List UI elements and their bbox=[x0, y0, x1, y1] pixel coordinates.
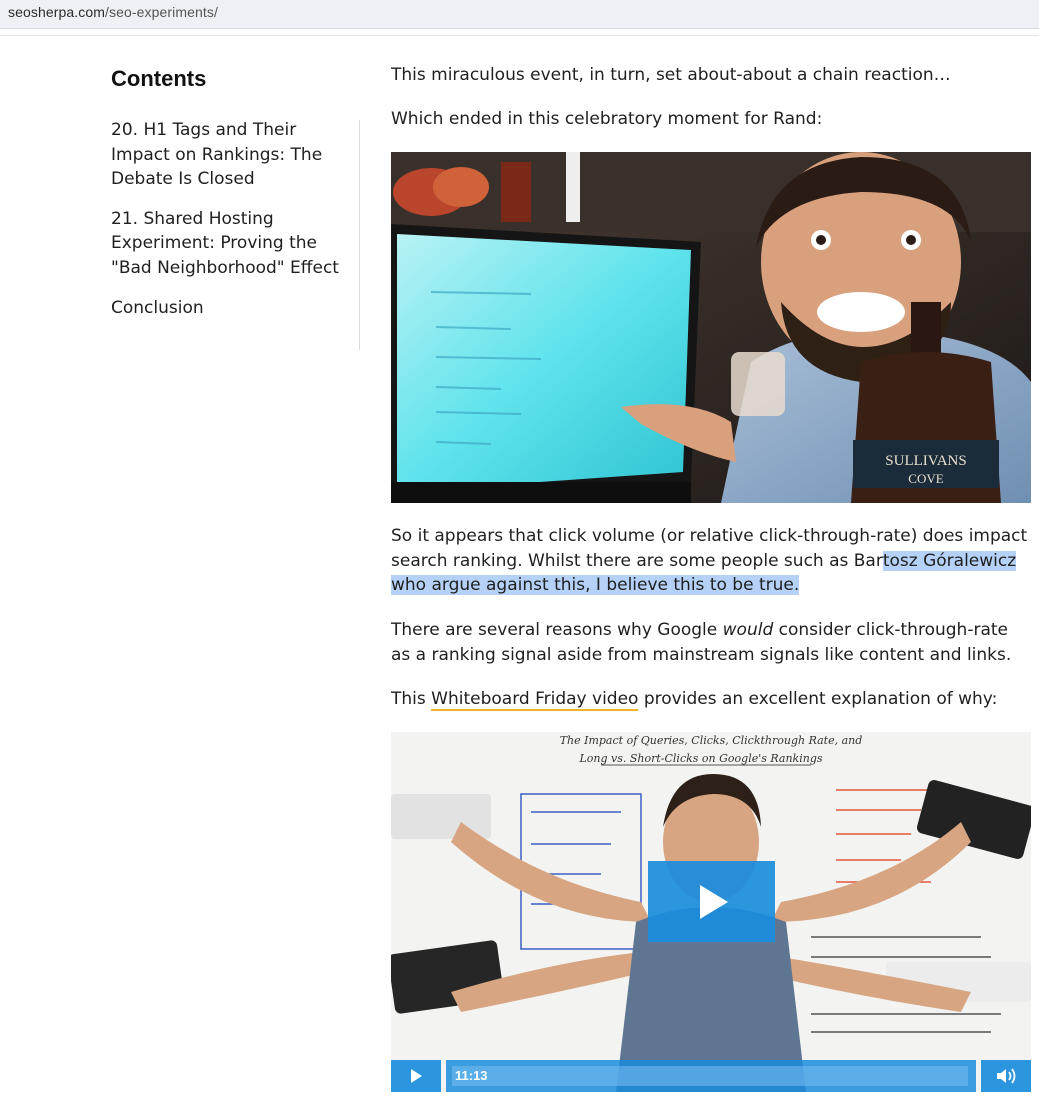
toc-item-shared-hosting[interactable]: 21. Shared Hosting Experiment: Proving the "Bad Neighborhood" Effect bbox=[111, 208, 339, 278]
video-player[interactable] bbox=[391, 732, 1031, 1092]
toc-title: Contents bbox=[111, 66, 207, 91]
toc-divider bbox=[359, 120, 360, 350]
url-domain: seosherpa.com bbox=[8, 4, 106, 20]
video-duration: 11:13 bbox=[455, 1068, 488, 1083]
bottle-label: SULLIVANS bbox=[885, 453, 967, 469]
whiteboard-title-line-1: The Impact of Queries, Clicks, Clickthrough Rate, and bbox=[559, 734, 863, 747]
paragraph-video-intro-text-a: This bbox=[391, 689, 432, 709]
control-play-button[interactable] bbox=[391, 1060, 441, 1092]
table-of-contents bbox=[111, 66, 351, 335]
selected-text: tosz Góralewicz who argue against this, I believe this to be true. bbox=[391, 550, 1017, 596]
header-divider bbox=[0, 35, 1039, 36]
whiteboard-friday-link[interactable]: Whiteboard Friday video bbox=[431, 689, 639, 709]
video-progress-bar[interactable] bbox=[446, 1060, 976, 1092]
paragraph-ctr-reasons bbox=[391, 618, 1031, 667]
whiteboard-title-line-2: Long vs. Short-Clicks on Google's Rankings bbox=[579, 752, 823, 765]
url-text[interactable] bbox=[8, 4, 218, 20]
toc-item-h1-tags[interactable]: 20. H1 Tags and Their Impact on Rankings: The Debate Is Closed bbox=[111, 120, 323, 190]
play-button[interactable] bbox=[648, 861, 775, 942]
paragraph-click-volume-text: So it appears that click volume (or relative click-through-rate) does impact search ranking. Whilst there are some people such as Bar bbox=[391, 526, 1028, 571]
paragraph-chain-reaction: This miraculous event, in turn, set about-about a chain reaction… bbox=[391, 65, 951, 85]
paragraph-celebration-intro: Which ended in this celebratory moment for Rand: bbox=[391, 109, 823, 129]
celebration-photo bbox=[391, 152, 1031, 503]
emphasis-would: would bbox=[722, 620, 774, 640]
toc-item-conclusion[interactable]: Conclusion bbox=[111, 297, 204, 318]
play-icon bbox=[411, 1069, 422, 1083]
paragraph-ctr-reasons-text-b: consider click-through-rate as a ranking signal aside from mainstream signals like content and links. bbox=[391, 620, 1012, 665]
progress-track[interactable] bbox=[452, 1066, 968, 1086]
video-controls bbox=[391, 1060, 1031, 1092]
paragraph-video-intro-text-b: provides an excellent explanation of why: bbox=[638, 689, 998, 709]
celebration-photo-illustration bbox=[391, 152, 1031, 503]
paragraph-video-intro bbox=[391, 687, 1031, 712]
paragraph-ctr-reasons-text-a: There are several reasons why Google bbox=[391, 620, 723, 640]
address-bar[interactable] bbox=[0, 0, 1039, 29]
paragraph-click-volume bbox=[391, 524, 1031, 598]
bottle-label-2: COVE bbox=[908, 471, 944, 486]
play-icon bbox=[700, 885, 728, 919]
url-path: /seo-experiments/ bbox=[105, 4, 218, 20]
volume-button[interactable] bbox=[981, 1060, 1031, 1092]
speaker-icon bbox=[981, 1060, 1031, 1092]
